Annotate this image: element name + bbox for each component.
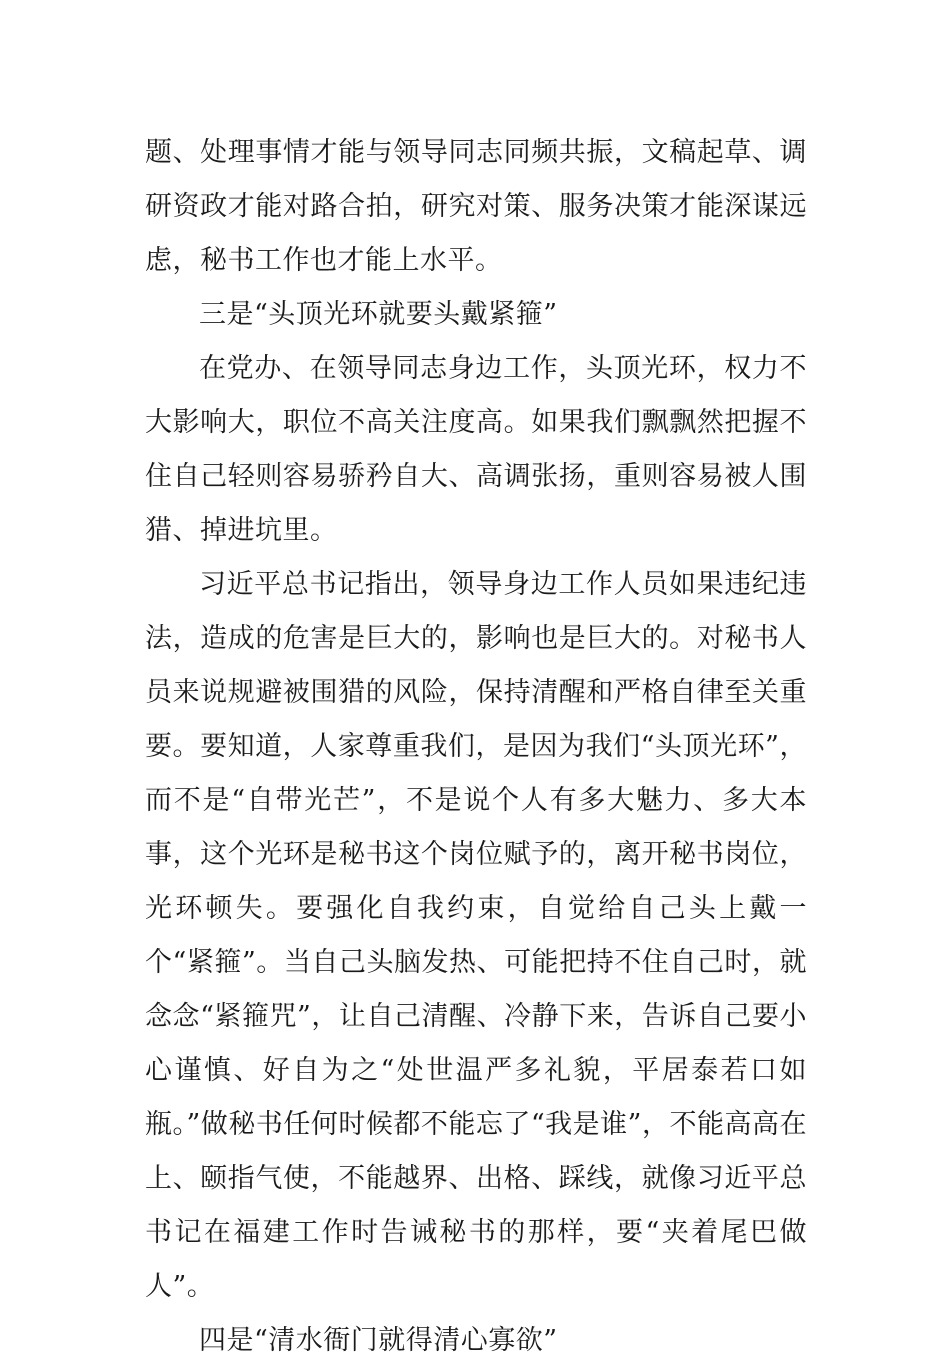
paragraph-continuation: 题、处理事情才能与领导同志同频共振，文稿起草、调研资政才能对路合拍，研究对策、服务决策才能深谋远虑，秘书工作也才能上水平。	[145, 137, 807, 276]
paragraph-body: 在党办、在领导同志身边工作，头顶光环，权力不大影响大，职位不高关注度高。如果我们飘飘然把握不住自己轻则容易骄矜自大、高调张扬，重则容易被人围猎、掉进坑里。	[145, 353, 807, 546]
paragraph-body: 习近平总书记指出，领导身边工作人员如果违纪违法，造成的危害是巨大的，影响也是巨大的。对秘书人员来说规避被围猎的风险，保持清醒和严格自律至关重要。要知道，人家尊重我们，是因为我们“头顶光环”，而不是“自带光芒”，不是说个人有多大魅力、多大本事，这个光环是秘书这个岗位赋予的，离开秘书岗位，光环顿失。要强化自我约束，自觉给自己头上戴一个“紧箍”。当自己头脑发热、可能把持不住自己时，就念念“紧箍咒”，让自己清醒、冷静下来，告诉自己要小心谨慎、好自为之“处世温严多礼貌，平居泰若口如瓶。”做秘书任何时候都不能忘了“我是谁”，不能高高在上、颐指气使，不能越界、出格、踩线，就像习近平总书记在福建工作时告诫秘书的那样，要“夹着尾巴做人”。	[145, 569, 807, 1302]
document-body	[145, 126, 807, 1368]
section-heading-four: 四是“清水衙门就得清心寡欲”	[199, 1325, 558, 1356]
section-heading-three: 三是“头顶光环就要头戴紧箍”	[199, 299, 558, 330]
